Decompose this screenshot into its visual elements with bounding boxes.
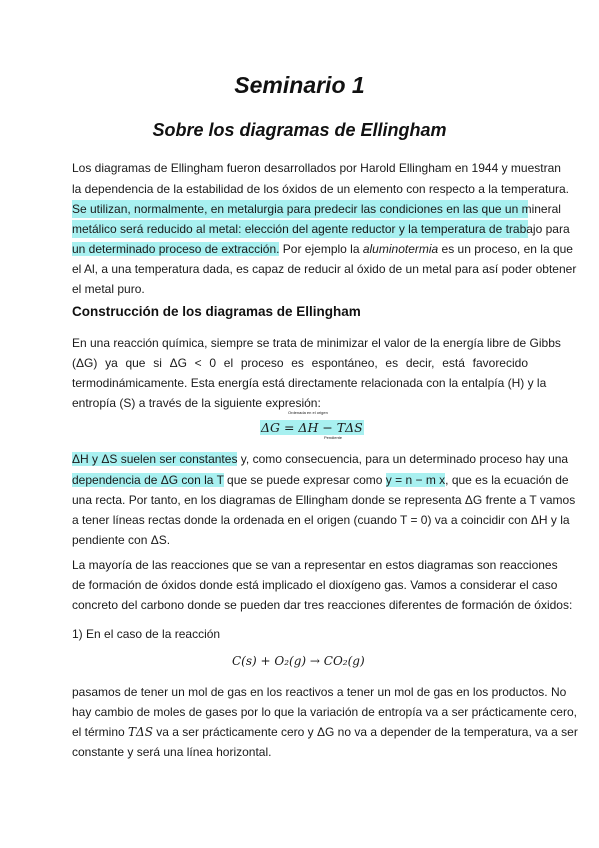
paragraph-line: (ΔG) ya que si ΔG < 0 el proceso es espontáneo, es decir, está favorecido xyxy=(72,356,528,370)
paragraph-line: entropía (S) a través de la siguiente expresión: xyxy=(72,396,321,410)
paragraph-line: pasamos de tener un mol de gas en los reactivos a tener un mol de gas en los productos. No xyxy=(72,685,567,699)
paragraph-line: la dependencia de la estabilidad de los óxidos de un elemento con respecto a la temperatura. xyxy=(72,182,569,196)
paragraph-line: termodinámicamente. Esta energía está directamente relacionada con la entalpía (H) y la xyxy=(72,376,547,390)
section-heading: Construcción de los diagramas de Ellingham xyxy=(72,304,361,319)
highlighted-text: y = n − m x xyxy=(385,473,446,487)
carbon-reaction-equation: C(s) + O₂(g) → CO₂(g) xyxy=(232,654,365,668)
highlighted-text: un determinado proceso de extracción. xyxy=(72,242,280,256)
list-item: 1) En el caso de la reacción xyxy=(72,627,221,641)
highlighted-text: dependencia de ΔG con la T xyxy=(72,473,224,487)
paragraph-line: Los diagramas de Ellingham fueron desarrollados por Harold Ellingham en 1944 y muestran xyxy=(72,161,561,175)
page-subtitle: Sobre los diagramas de Ellingham xyxy=(152,120,447,140)
highlighted-line: metálico será reducido al metal: elección del agente reductor y la temperatura de trabajo para xyxy=(72,222,570,236)
paragraph-line: concreto del carbono donde se pueden dar tres reacciones diferentes de formación de óxidos: xyxy=(72,598,573,612)
paragraph-line: el término TΔS va a ser prácticamente cero y ΔG no va a depender de la temperatura, va a ser xyxy=(72,725,578,739)
italic-term: aluminotermia xyxy=(362,242,439,256)
paragraph-line: En una reacción química, siempre se trata de minimizar el valor de la energía libre de Gibbs xyxy=(72,336,561,350)
paragraph-line: un determinado proceso de extracción. Por ejemplo la aluminotermia es un proceso, en la que xyxy=(72,242,573,256)
formula-annotation-top: Ordenada en el origen xyxy=(288,410,328,415)
paragraph-line: de formación de óxidos donde está implicado el dioxígeno gas. Vamos a considerar el caso xyxy=(72,578,558,592)
paragraph-line: constante y será una línea horizontal. xyxy=(72,745,272,759)
paragraph-line: dependencia de ΔG con la T que se puede expresar como y = n − m x, que es la ecuación de xyxy=(72,473,569,487)
paragraph-line: hay cambio de moles de gases por lo que la variación de entropía va a ser prácticamente cero, xyxy=(72,705,577,719)
highlighted-text: ΔH y ΔS suelen ser constantes xyxy=(72,452,238,466)
paragraph-line: ΔH y ΔS suelen ser constantes y, como consecuencia, para un determinado proceso hay una xyxy=(72,452,569,466)
paragraph-line: La mayoría de las reacciones que se van a representar en estos diagramas son reacciones xyxy=(72,558,558,572)
page-title: Seminario 1 xyxy=(234,72,365,98)
paragraph-line: el metal puro. xyxy=(72,282,145,296)
paragraph-line: el Al, a una temperatura dada, es capaz de reducir al óxido de un metal para así poder obtener xyxy=(72,262,577,276)
paragraph-line: a tener líneas rectas donde la ordenada en el origen (cuando T = 0) va a coincidir con ΔH y la xyxy=(72,513,570,527)
highlighted-line: Se utilizan, normalmente, en metalurgia para predecir las condiciones en las que un mineral xyxy=(72,202,561,216)
paragraph-line: una recta. Por tanto, en los diagramas de Ellingham donde se representa ΔG frente a T vamos xyxy=(72,493,576,507)
formula-annotation-bottom: Pendiente xyxy=(324,435,343,440)
paragraph-line: pendiente con ΔS. xyxy=(72,533,171,547)
gibbs-equation: ΔG = ΔH − TΔS xyxy=(261,420,363,435)
math-term: TΔS xyxy=(128,725,153,739)
